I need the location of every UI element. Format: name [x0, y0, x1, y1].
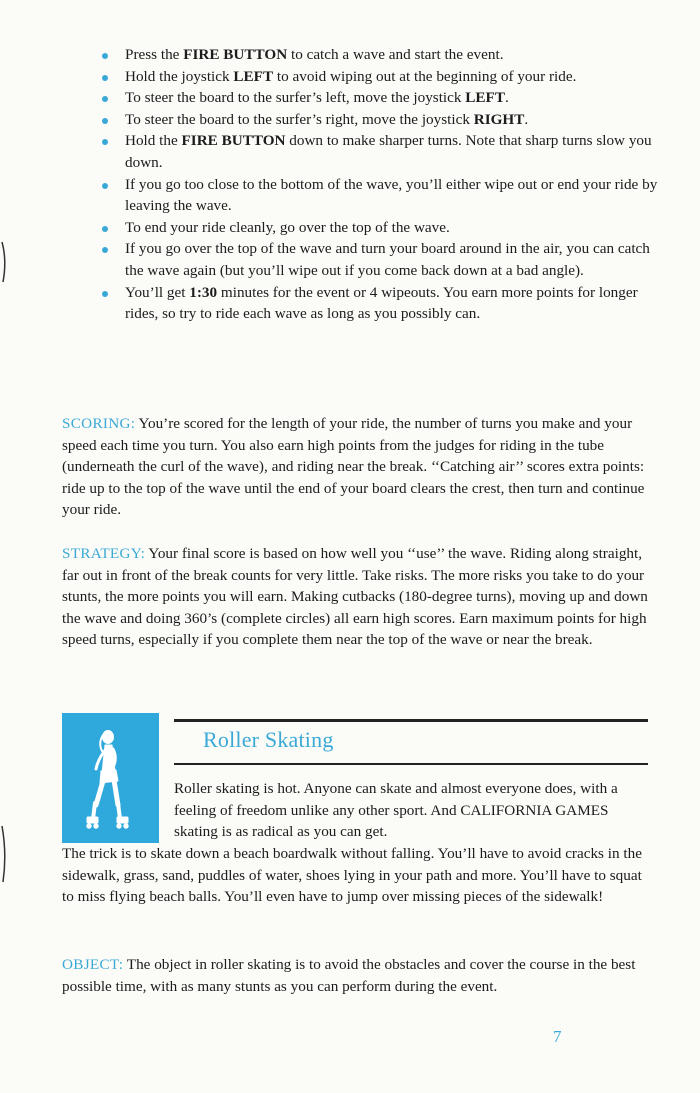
- surfing-controls-list: [102, 44, 662, 325]
- bullet-item: [102, 44, 662, 66]
- bullet-dot-icon: [102, 247, 108, 253]
- bullet-text: Press the: [125, 46, 184, 63]
- bullet-text: down to make sharper turns. Note that sharp turns slow you down.: [125, 132, 652, 171]
- bullet-dot-icon: [102, 226, 108, 232]
- object-label: OBJECT:: [62, 956, 124, 973]
- strategy-paragraph: [62, 543, 652, 651]
- strategy-label: STRATEGY:: [62, 545, 146, 562]
- bullet-emphasis: RIGHT: [473, 110, 525, 128]
- bullet-text: If you go too close to the bottom of the wave, you’ll either wipe out or end your ride by leaving the wave.: [125, 175, 658, 215]
- bullet-dot-icon: [102, 118, 108, 124]
- object-paragraph: [62, 954, 652, 997]
- bullet-text: to avoid wiping out at the beginning of your ride.: [273, 67, 577, 85]
- scoring-label: SCORING:: [62, 415, 136, 432]
- bullet-emphasis: LEFT: [465, 89, 505, 107]
- binding-mark: [0, 240, 7, 284]
- bullet-text: to catch a wave and start the event.: [287, 46, 504, 63]
- bullet-text: .: [524, 110, 529, 128]
- page-number: 7: [553, 1027, 562, 1046]
- bullet-dot-icon: [102, 53, 108, 59]
- bullet-emphasis: 1:30: [189, 283, 218, 301]
- roller-description-paragraph: The trick is to skate down a beach boardwalk without falling. You’ll have to avoid cracks in the sidewalk, grass, sand, puddles of water, shoes lying in your path and more. You’ll have to squat to miss flying beach balls. You’ll even have to jump over missing pieces of the sidewalk!: [62, 845, 642, 906]
- bullet-text: If you go over the top of the wave and turn your board around in the air, you can catch the wave again (but you’ll wipe out if you come back down at a bad angle).: [125, 240, 650, 279]
- bullet-item: [102, 130, 662, 173]
- bullet-item: [102, 174, 662, 217]
- bullet-dot-icon: [102, 183, 108, 189]
- bullet-dot-icon: [102, 139, 108, 145]
- bullet-item: [102, 282, 662, 325]
- bullet-item: [102, 238, 662, 281]
- bullet-dot-icon: [102, 75, 108, 81]
- section-rule-bottom: [174, 763, 648, 765]
- bullet-dot-icon: [102, 96, 108, 102]
- bullet-emphasis: FIRE BUTTON: [181, 132, 286, 150]
- bullet-text: To steer the board to the surfer’s right, move the joystick: [125, 110, 474, 128]
- roller-skater-icon: [62, 713, 159, 843]
- scoring-paragraph: [62, 413, 652, 521]
- section-rule-top: [174, 719, 648, 722]
- bullet-emphasis: FIRE BUTTON: [183, 46, 288, 63]
- bullet-item: [102, 66, 662, 88]
- bullet-emphasis: LEFT: [233, 67, 274, 85]
- bullet-text: Hold the joystick: [125, 67, 234, 85]
- object-text: The object in roller skating is to avoid the obstacles and cover the course in the best possible time, with as many stunts as you can perform during the event.: [62, 956, 636, 995]
- binding-mark: [0, 824, 7, 884]
- bullet-dot-icon: [102, 291, 108, 297]
- bullet-text: To steer the board to the surfer’s left, move the joystick: [125, 89, 466, 107]
- roller-intro-paragraph: Roller skating is hot. Anyone can skate and almost everyone does, with a feeling of freedom unlike any other sport. And CALIFORNIA GAMES skating is as radical as you can get.: [174, 780, 618, 841]
- bullet-text: minutes for the event or 4 wipeouts. You earn more points for longer rides, so try to ride each wave as long as you possibly can.: [125, 283, 638, 323]
- bullet-text: .: [504, 89, 509, 107]
- scoring-text: You’re scored for the length of your ride, the number of turns you make and your speed each time you turn. You also earn high points from the judges for riding in the tube (underneath the curl of the wave), and riding near the break. ‘‘Catching air’’ scores extra points: ride up to the top of the wave until the end of your board clears the crest, then turn and continue your ride.: [62, 415, 645, 519]
- bullet-item: [102, 217, 662, 239]
- bullet-text: You’ll get: [125, 283, 190, 301]
- bullet-text: Hold the: [125, 132, 182, 150]
- bullet-item: [102, 87, 662, 109]
- section-title: Roller Skating: [203, 727, 334, 752]
- bullet-text: To end your ride cleanly, go over the top of the wave.: [125, 218, 450, 236]
- strategy-text: Your final score is based on how well you ‘‘use’’ the wave. Riding along straight, far out in front of the break counts for very little. Take risks. The more risks you take to do your stunts, the more points you will earn. Making cutbacks (180-degree turns), moving up and down the wave and doing 360’s (complete circles) all earn high scores. Earn maximum points for high speed turns, especially if you complete them near the top of the wave or near the break.: [62, 545, 648, 649]
- bullet-item: [102, 109, 662, 131]
